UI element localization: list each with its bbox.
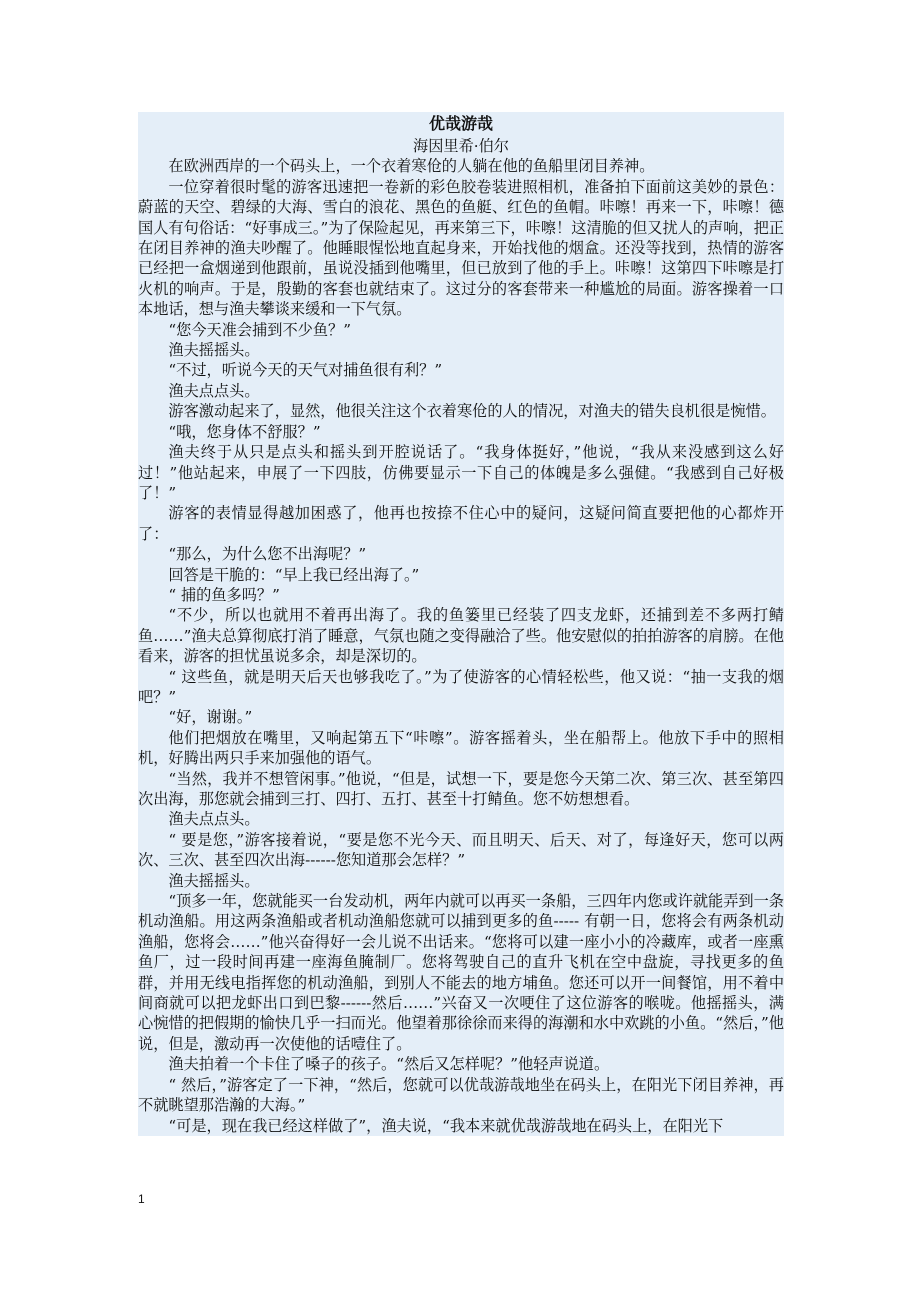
paragraph: 游客的表情显得越加困惑了，他再也按捺不住心中的疑问，这疑问简直要把他的心都炸开了： bbox=[138, 504, 784, 543]
paragraph: “好，谢谢。” bbox=[168, 708, 253, 727]
paragraph: “ 这些鱼，就是明天后天也够我吃了。”为了使游客的心情轻松些，他又说：“抽一支我的烟吧？” bbox=[138, 667, 784, 706]
paragraph: “ 要是您，”游客接着说，“要是您不光今天、而且明天、后天、对了，每逢好天，您可以两次、三次、甚至四次出海------您知道那会怎样？” bbox=[138, 830, 784, 870]
paragraph: “您今天准会捕到不少鱼？” bbox=[168, 320, 351, 339]
page-number: 1 bbox=[138, 1192, 145, 1206]
paragraph: 渔夫摇摇头。 bbox=[168, 341, 260, 360]
paragraph: 他们把烟放在嘴里，又响起第五下“咔嚓”。游客摇着头，坐在船帮上。他放下手中的照相机，好腾出两只手来加强他的语气。 bbox=[138, 728, 784, 768]
paragraph: “ 捕的鱼多吗？” bbox=[168, 585, 280, 604]
paragraph: 回答是干脆的：“早上我已经出海了。” bbox=[168, 565, 420, 584]
paragraph: “不少，所以也就用不着再出海了。我的鱼篓里已经装了四支龙虾，还捕到差不多两打鲭鱼……”渔夫总算彻底打消了睡意，气氛也随之变得融洽了些。他安慰似的拍拍游客的肩膀。在他看来，游客的担忧虽说多余，却是深切的。 bbox=[138, 606, 784, 666]
paragraph: “当然，我并不想管闲事。”他说，“但是，试想一下，要是您今天第二次、第三次、甚至第四次出海，那您就会捕到三打、四打、五打、甚至十打鲭鱼。您不妨想想看。 bbox=[138, 769, 784, 808]
paragraph: 渔夫点点头。 bbox=[168, 381, 260, 400]
paragraph: “不过，听说今天的天气对捕鱼很有利？” bbox=[168, 361, 443, 380]
paragraph: 渔夫终于从只是点头和摇头到开腔说话了。“我身体挺好，”他说，“我从来没感到这么好过！”他站起来，申展了一下四肢，仿佛要显示一下自己的体魄是多么强健。“我感到自己好极了！” bbox=[138, 443, 784, 502]
document-author: 海因里希·伯尔 bbox=[413, 137, 509, 155]
paragraph: “那么，为什么您不出海呢？” bbox=[168, 545, 367, 564]
paragraph: 渔夫点点头。 bbox=[168, 810, 260, 829]
document-title: 优哉游哉 bbox=[428, 114, 493, 133]
paragraph: 在欧洲西岸的一个码头上，一个衣着寒伧的人躺在他的鱼船里闭目养神。 bbox=[168, 157, 655, 176]
paragraph: 渔夫摇摇头。 bbox=[168, 871, 260, 890]
paragraph: “可是，现在我已经这样做了”，渔夫说，“我本来就优哉游哉地在码头上，在阳光下 bbox=[168, 1116, 724, 1135]
paragraph: “ 然后，”游客定了一下神，“然后，您就可以优哉游哉地坐在码头上，在阳光下闭目养神，再不就眺望那浩瀚的大海。” bbox=[138, 1075, 784, 1115]
paragraph: 渔夫拍着一个卡住了嗓子的孩子。“然后又怎样呢？”他轻声说道。 bbox=[168, 1055, 610, 1074]
document-body bbox=[138, 112, 784, 1136]
paragraph: “顶多一年，您就能买一台发动机，两年内就可以再买一条船，三四年内您或许就能弄到一条机动渔船。用这两条渔船或者机动渔船您就可以捕到更多的鱼----- 有朝一日，您将会有两条机动渔船，您将会……”他兴奋得好一会儿说不出话来。“您将可以建一座小小的冷藏库，或者一座熏鱼厂，过一段时间再建一座海鱼腌制厂。您将驾驶自己的直升飞机在空中盘旋，寻找更多的鱼群，并用无线电指挥您的机动渔船，到别人不能去的地方埔鱼。您还可以开一间餐馆，用不着中间商就可以把龙虾出口到巴黎------然后……”兴奋又一次哽住了这位游客的喉咙。他摇摇头，满心惋惜的把假期的愉快几乎一扫而光。他望着那徐徐而来得的海潮和水中欢跳的小鱼。“然后，”他说，但是，激动再一次使他的话噎住了。 bbox=[138, 892, 784, 1053]
paragraph: 游客激动起来了，显然，他很关注这个衣着寒伧的人的情况，对渔夫的错失良机很是惋惜。 bbox=[168, 402, 776, 421]
paragraph: “哦，您身体不舒服？” bbox=[168, 422, 321, 441]
paragraph: 一位穿着很时髦的游客迅速把一卷新的彩色胶卷装进照相机，准备拍下面前这美妙的景色：蔚蓝的天空、碧绿的大海、雪白的浪花、黑色的鱼艇、红色的鱼帽。咔嚓！再来一下，咔嚓！德国人有句俗话：“好事成三。”为了保险起见，再来第三下，咔嚓！这清脆的但又扰人的声响，把正在闭目养神的渔夫吵醒了。他睡眼惺忪地直起身来，开始找他的烟盒。还没等找到，热情的游客已经把一盒烟递到他跟前，虽说没插到他嘴里，但已放到了他的手上。咔嚓！这第四下咔嚓是打火机的响声。于是，殷勤的客套也就结束了。这过分的客套带来一种尴尬的局面。游客操着一口本地话，想与渔夫攀谈来缓和一下气氛。 bbox=[138, 177, 784, 319]
